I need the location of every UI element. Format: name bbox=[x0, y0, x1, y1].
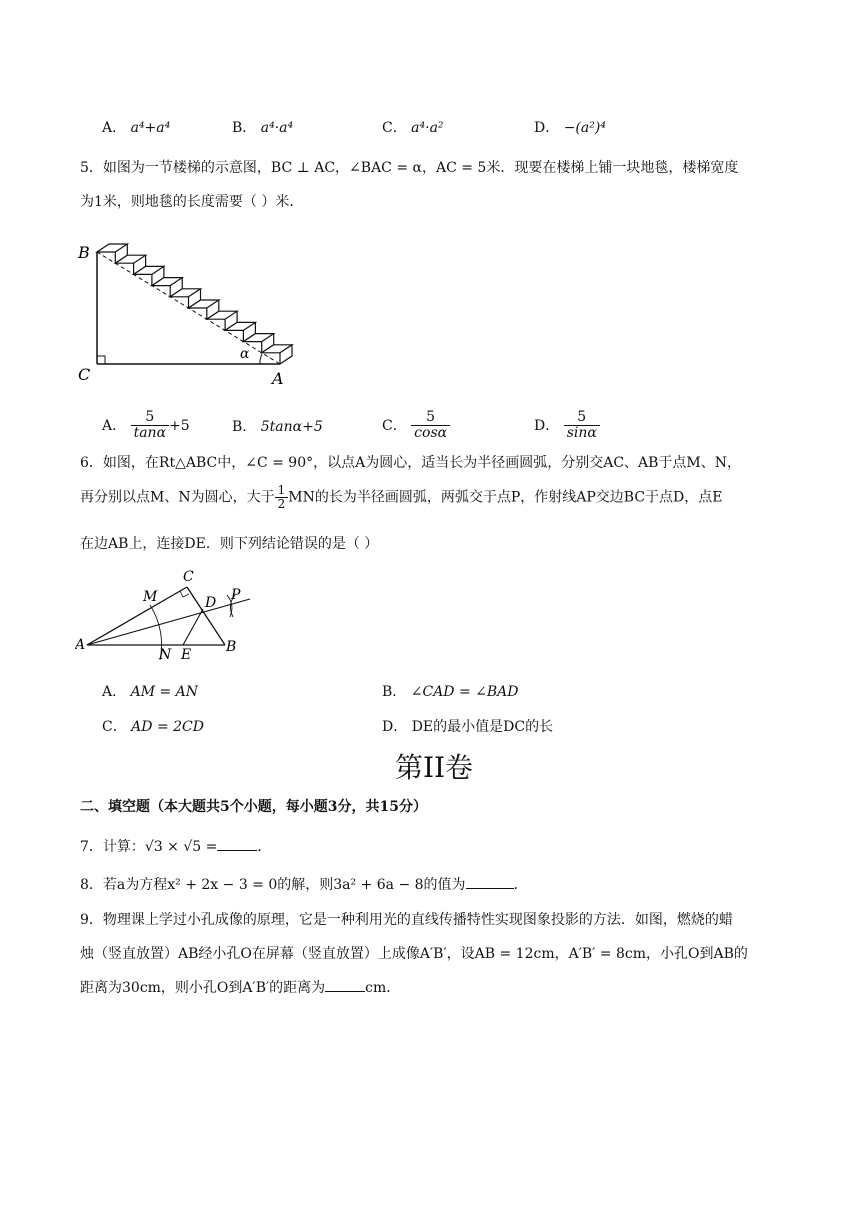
q8: 8．若a为方程x² + 2x − 3 = 0的解，则3a² + 6a − 8的值为 ． bbox=[80, 874, 528, 894]
alpha-arc bbox=[260, 354, 262, 364]
q4-option-b: B． a⁴·a⁴ bbox=[232, 120, 294, 136]
segment-ac bbox=[87, 587, 187, 645]
q5-options bbox=[0, 404, 868, 444]
fraction: $\frac{5}{\tan\alpha}$ bbox=[131, 410, 169, 442]
q4-option-a: A． a⁴+a⁴ bbox=[102, 120, 171, 136]
answer-blank[interactable] bbox=[466, 874, 514, 889]
q4-option-c: C． a⁴·a² bbox=[382, 120, 444, 136]
stair-steps bbox=[97, 244, 292, 364]
part2-title: 第II卷 bbox=[394, 751, 474, 784]
q5-option-a: A． $\frac{5}{\tan\alpha}$ +5 bbox=[102, 409, 190, 442]
label-c: C bbox=[78, 365, 91, 384]
staircase-figure bbox=[70, 222, 310, 392]
q6-option-b: B． ∠CAD = ∠BAD bbox=[382, 684, 519, 700]
q5-line1: 5．如图为一节楼梯的示意图，BC ⊥ AC，∠BAC = α，AC = 5米．现要在楼梯上铺一块地毯，楼梯宽度 bbox=[80, 160, 739, 176]
label-a: A bbox=[272, 369, 284, 388]
label-alpha: α bbox=[240, 346, 250, 362]
label-a: A bbox=[75, 637, 86, 653]
q5-option-d: D． $\frac{5}{\sin\alpha}$ bbox=[534, 410, 600, 442]
q6-line1: 6．如图，在Rt△ABC中，∠C = 90°，以点A为圆心，适当长为半径画圆弧，分别交AC、AB于点M、N， bbox=[80, 455, 742, 471]
q9-line3: 距离为30cm，则小孔O到A′B′的距离为 cm． bbox=[80, 977, 400, 997]
q6-option-a: A． AM = AN bbox=[102, 684, 199, 700]
q5-line2: 为1米，则地毯的长度需要（ ）米． bbox=[80, 194, 304, 210]
q9-line1: 9．物理课上学过小孔成像的原理，它是一种利用光的直线传播特性实现图象投影的方法．如图，燃烧的蜡 bbox=[80, 912, 733, 928]
label-d: D bbox=[205, 595, 217, 611]
q6-line3: 在边AB上，连接DE．则下列结论错误的是（ ） bbox=[80, 536, 379, 552]
q6-option-d: D． DE的最小值是DC的长 bbox=[382, 719, 554, 735]
label-p: P bbox=[231, 587, 241, 603]
fraction-half: $\frac{1}{2}$ bbox=[275, 484, 289, 511]
q4-option-d: D． −(a²)⁴ bbox=[534, 120, 606, 136]
triangle-figure bbox=[75, 565, 265, 665]
q4-options bbox=[0, 117, 868, 139]
q6-line2: 再分别以点M、N为圆心，大于 $\frac{1}{2}$ MN的长为半径画圆弧，两弧交于点P，作射线AP交边BC于点D，点E bbox=[80, 483, 723, 512]
segment-de bbox=[183, 609, 203, 645]
q9-line2: 烛（竖直放置）AB经小孔O在屏幕（竖直放置）上成像A′B′，设AB = 12cm，A′B′ = 8cm，小孔O到AB的 bbox=[80, 946, 748, 962]
label-b: B bbox=[78, 243, 90, 262]
fraction: $\frac{5}{\cos\alpha}$ bbox=[411, 410, 450, 442]
label-e: E bbox=[181, 647, 192, 663]
answer-blank[interactable] bbox=[325, 977, 365, 992]
q7: 7．计算：√3 × √5 = ． bbox=[80, 836, 271, 856]
right-angle-mark bbox=[180, 591, 189, 597]
section2-heading: 二、填空题（本大题共5个小题，每小题3分，共15分） bbox=[80, 799, 427, 815]
label-c: C bbox=[183, 569, 194, 585]
fraction: $\frac{5}{\sin\alpha}$ bbox=[564, 410, 600, 442]
q5-option-c: C． $\frac{5}{\cos\alpha}$ bbox=[382, 410, 450, 442]
label-m: M bbox=[143, 589, 158, 605]
label-b: B bbox=[226, 639, 237, 655]
right-angle-mark bbox=[97, 356, 105, 364]
q6-option-c: C． AD = 2CD bbox=[102, 719, 204, 735]
label-n: N bbox=[159, 647, 172, 663]
q5-option-b: B． 5tanα+5 bbox=[232, 419, 323, 435]
answer-blank[interactable] bbox=[217, 836, 257, 851]
